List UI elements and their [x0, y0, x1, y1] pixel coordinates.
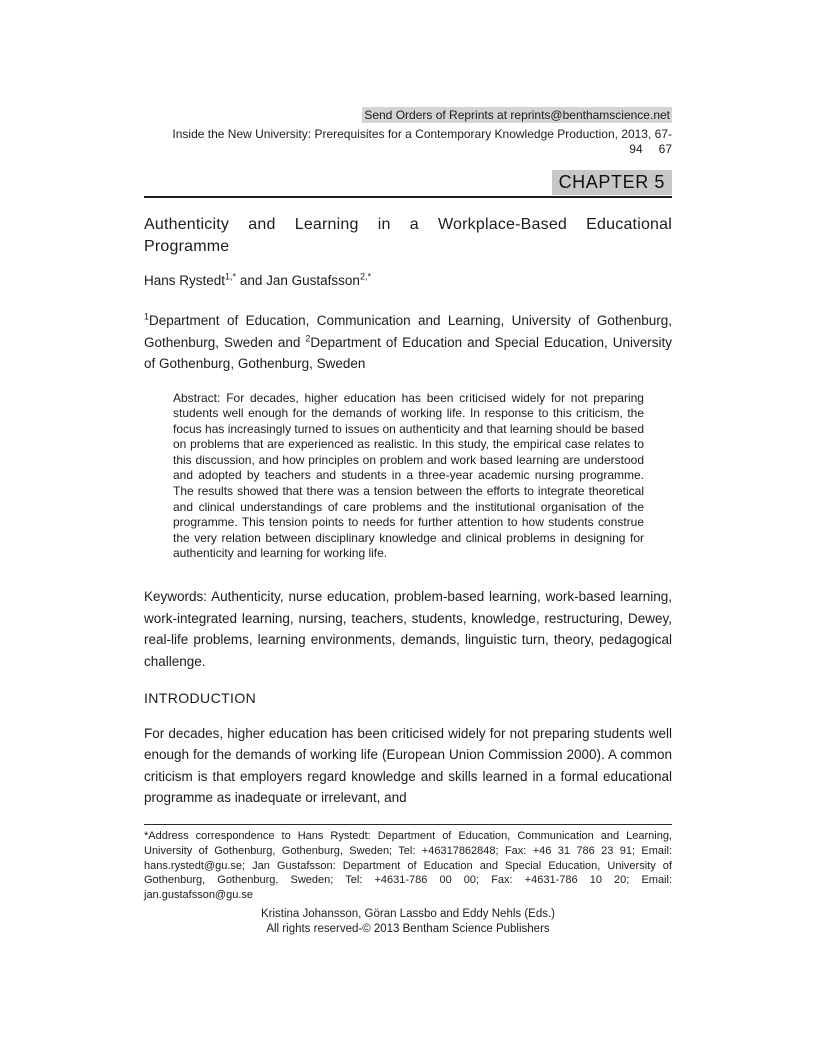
authors-connector: and: [239, 273, 263, 288]
chapter-row: [144, 170, 672, 195]
introduction-paragraph: For decades, higher education has been criticised widely for not preparing students well enough for the demands of working life (European Union Commission 2000). A common criticism is that employers regard knowledge and skills learned in a formal educational programme as inadequate or irrelevant, and: [144, 726, 672, 806]
authors-line: [144, 272, 672, 290]
author-2-superscript: 2,*: [359, 271, 371, 282]
page-footer: [144, 907, 672, 937]
correspondence-footnote: *Address correspondence to Hans Rystedt: Department of Education, Communication and Learning, University of Gothenburg, Gothenburg, Sweden; Tel: +46317862848; Fax: +46 31 786 23 91; Email: hans.rystedt@gu.se; Jan Gustafsson: Department of Education and Special Education, University of Gothenburg, Gothenburg, Sweden; Tel: +4631-786 00 00; Fax: +4631-786 10 20; Email: jan.gustafsson@gu.se: [144, 830, 672, 902]
author-2-name: Jan Gustafsson: [266, 273, 360, 288]
author-1-superscript: 1,*: [225, 271, 237, 282]
affiliation-2-text: Department of Education and Special Education, University of Gothenburg, Gothenburg, Sweden: [144, 334, 672, 371]
running-title: Inside the New University: Prerequisites for a Contemporary Knowledge Production, 2013, 67-94: [172, 127, 672, 156]
footnote-rule: [144, 824, 672, 825]
affiliation-2-superscript: 2: [305, 333, 311, 343]
reprint-notice-line: [144, 108, 672, 123]
abstract: [173, 391, 644, 563]
affiliation: [144, 310, 672, 375]
author-1-name: Hans Rystedt: [144, 273, 226, 288]
keywords-text: Authenticity, nurse education, problem-based learning, work-based learning, work-integrated learning, nursing, teachers, students, knowledge, restructuring, Dewey, real-life problems, learning environments, demands, linguistic turn, theory, pedagogical challenge.: [144, 589, 672, 669]
affiliation-1-text: Department of Education, Communication and Learning, University of Gothenburg, Gothenburg, Sweden and: [144, 313, 672, 350]
abstract-text: For decades, higher education has been criticised widely for not preparing students well enough for the demands of working life. In response to this criticism, the focus has increasingly turned to issues on authenticity and that learning should be based on problems that are experienced as realistic. In this study, the empirical case relates to this discussion, and how principles on problem and work based learning are understood and adopted by teachers and students in a three-year academic nursing programme. The results showed that there was a tension between the efforts to integrate theoretical and clinical understandings of care problems and the institutional organisation of the programme. This tension points to needs for further attention to how students construe the very relation between disciplinary knowledge and clinical problems in designing for authenticity and learning for working life.: [173, 390, 644, 561]
header-rule: [144, 196, 672, 198]
footnote-block: [144, 824, 672, 903]
reprint-notice: Send Orders of Reprints at reprints@benthamscience.net: [364, 108, 670, 122]
page-content: [144, 0, 672, 809]
affiliation-1-superscript: 1: [144, 311, 150, 322]
introduction-heading: INTRODUCTION: [144, 690, 257, 707]
footer-rights-line: All rights reserved-© 2013 Bentham Science Publishers: [266, 923, 550, 935]
keywords-label: Keywords:: [144, 589, 208, 605]
footer-editors-line: Kristina Johansson, Göran Lassbo and Eddy Nehls (Eds.): [260, 908, 556, 920]
chapter-label: CHAPTER 5: [552, 170, 672, 195]
abstract-label: Abstract:: [173, 390, 221, 405]
page-number: 67: [658, 142, 672, 156]
article-title: Authenticity and Learning in a Workplace-Based Educational Programme: [144, 216, 672, 255]
running-head: [144, 127, 672, 157]
keywords: [144, 586, 672, 672]
